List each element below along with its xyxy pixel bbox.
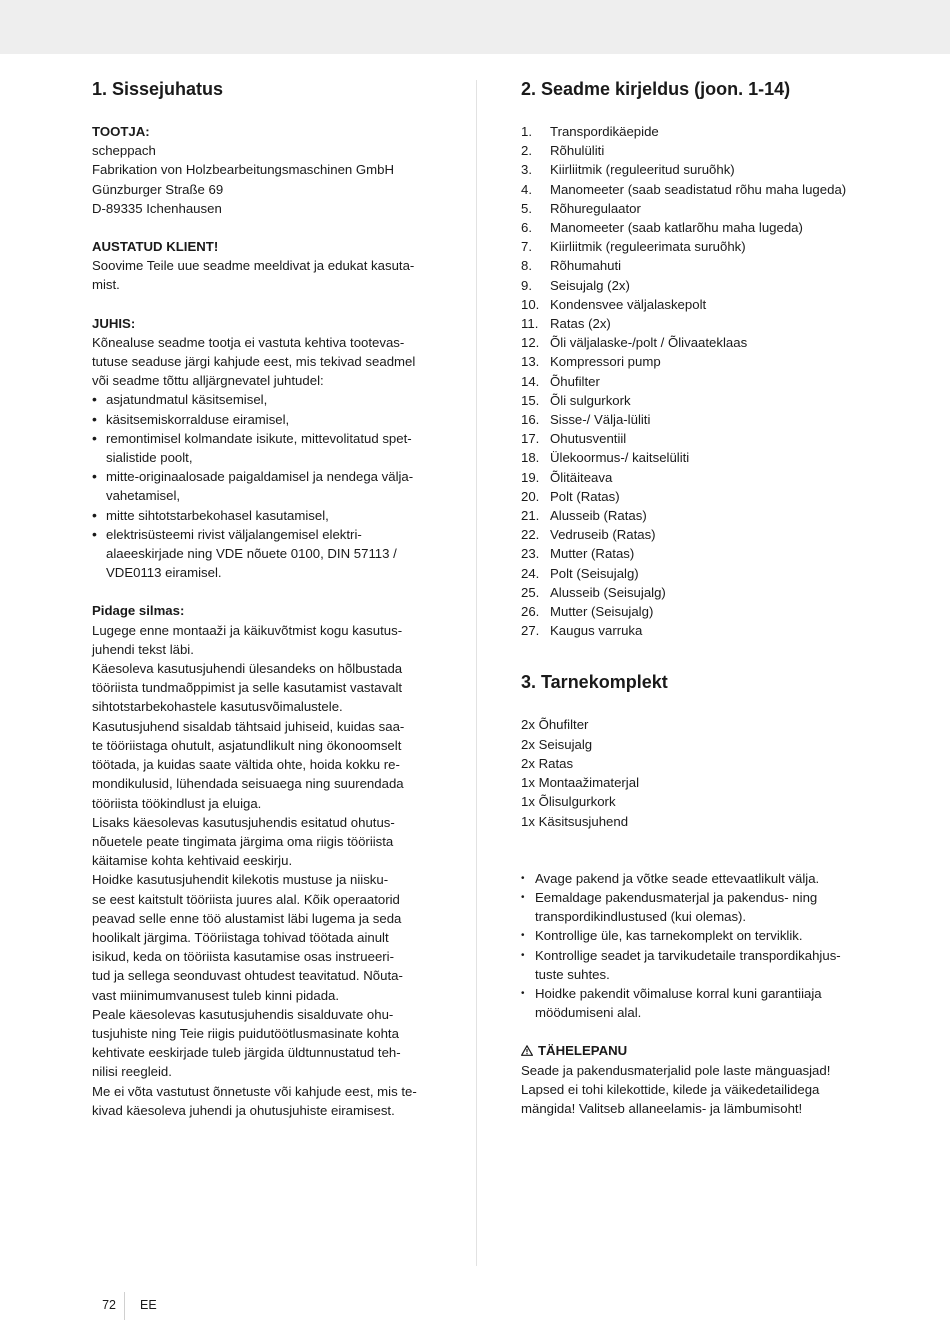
list-item: 16. Sisse-/ Välja-lüliti <box>521 412 651 428</box>
attention-line: isikud, keda on tööriista kasutamise osas instrueeri- <box>92 949 394 965</box>
warning-line: Seade ja pakendusmaterjalid pole laste mänguasjad! <box>521 1062 831 1078</box>
attention-label: Pidage silmas: <box>92 603 185 619</box>
list-item: 19. Õlitäiteava <box>521 469 613 485</box>
list-item: 2x Õhufilter <box>521 717 589 733</box>
note-line: tutuse seaduse järgi kahjude eest, mis tekivad seadmel <box>92 354 416 370</box>
note-block <box>92 314 437 583</box>
manufacturer-line: Günzburger Straße 69 <box>92 181 224 197</box>
warning-title: TÄHELEPANU <box>538 1043 628 1059</box>
warning-line: Lapsed ei tohi kilekottide, kilede ja väikedetailidega <box>521 1081 820 1097</box>
list-item: 10. Kondensvee väljalaskepolt <box>521 296 707 312</box>
manufacturer-line: scheppach <box>92 143 156 159</box>
list-item: 11. Ratas (2x) <box>521 316 611 332</box>
section-2-heading: 2. Seadme kirjeldus (joon. 1-14) <box>521 79 791 99</box>
attention-line: Lugege enne montaaži ja käikuvõtmist kogu kasutus- <box>92 622 403 638</box>
list-item: 8. Rõhumahuti <box>521 258 622 274</box>
customer-line: mist. <box>92 277 120 293</box>
list-item: 4. Manomeeter (saab seadistatud rõhu maha lugeda) <box>521 181 847 197</box>
manufacturer-label: TOOTJA: <box>92 124 150 139</box>
list-item: 1x Montaažimaterjal <box>521 775 640 791</box>
warning-block <box>521 1041 866 1118</box>
attention-line: vast miinimumvanusest tuleb kinni pidada. <box>92 987 340 1003</box>
attention-line: juhendi tekst läbi. <box>92 641 194 657</box>
list-item: 2x Seisujalg <box>521 736 593 752</box>
manufacturer-line: Fabrikation von Holzbearbeitungsmaschinen GmbH <box>92 162 394 178</box>
list-item: 6. Manomeeter (saab katlarõhu maha lugeda) <box>521 220 803 236</box>
footer-divider <box>124 1292 125 1320</box>
list-item: • käsitsemiskorralduse eiramisel, <box>92 410 437 429</box>
parts-list <box>521 122 866 640</box>
manufacturer-line: D-89335 Ichenhausen <box>92 200 222 216</box>
list-item: • Kontrollige seadet ja tarvikudetaile transpordikahjus- tuste suhtes. <box>521 946 866 984</box>
list-item: 1x Käsitsusjuhend <box>521 813 629 829</box>
customer-label: AUSTATUD KLIENT! <box>92 239 219 255</box>
attention-line: tööriista töökindlust ja eluiga. <box>92 795 262 811</box>
attention-block <box>92 601 437 1119</box>
section-1-heading: 1. Sissejuhatus <box>92 79 224 99</box>
list-item: 24. Polt (Seisujalg) <box>521 565 639 581</box>
warning-line: mängida! Valitseb allaneelamis- ja lämbumisoht! <box>521 1100 803 1116</box>
list-item: • remontimisel kolmandate isikute, mittevolitatud spet- sialistide poolt, <box>92 429 437 467</box>
list-item: 18. Ülekoormus-/ kaitselüliti <box>521 450 690 466</box>
list-item: • asjatundmatul käsitsemisel, <box>92 390 437 409</box>
list-item: 2. Rõhulüliti <box>521 143 605 159</box>
list-item: • elektrisüsteemi rivist väljalangemisel elektri- alaeeskirjade ning VDE nõuete 0100, DIN 57113 / VDE0113 eiramisel. <box>92 525 437 583</box>
attention-line: Me ei võta vastutust õnnetuste või kahjude eest, mis te- <box>92 1083 417 1099</box>
customer-line: Soovime Teile uue seadme meeldivat ja edukat kasuta- <box>92 258 415 274</box>
attention-line: tusjuhiste ning Teie riigis puidutöötlusmasinate kohta <box>92 1025 399 1041</box>
list-item: • mitte sihtotstarbekohasel kasutamisel, <box>92 506 437 525</box>
attention-line: hoolikalt järgima. Tööriistaga tohivad töötada ainult <box>92 929 389 945</box>
attention-line: tud ja sellega seonduvast ohtudest teavitatud. Nõuta- <box>92 968 403 984</box>
list-item: 23. Mutter (Ratas) <box>521 546 635 562</box>
list-item: 7. Kiirliitmik (reguleerimata suruõhk) <box>521 239 746 255</box>
attention-line: kehtivate eeskirjade tuleb järgida üldtunnustatud teh- <box>92 1045 401 1061</box>
note-line: Kõnealuse seadme tootja ei vastuta kehtiva tootevas- <box>92 334 405 350</box>
list-item: 27. Kaugus varruka <box>521 623 643 639</box>
attention-line: Käesoleva kasutusjuhendi ülesandeks on hõlbustada <box>92 661 403 677</box>
attention-line: se eest kaitstult tööriista juures alal. Kõik operaatorid <box>92 891 400 907</box>
list-item: 15. Õli sulgurkork <box>521 392 631 408</box>
attention-line: Kasutusjuhend sisaldab tähtsaid juhiseid, kuidas saa- <box>92 718 405 734</box>
attention-line: kivad käesoleva juhendi ja ohutusjuhiste eiramisest. <box>92 1102 395 1118</box>
attention-line: sihtotstarbekohastele kasutusvõimalustele. <box>92 699 343 715</box>
delivery-section <box>521 669 866 830</box>
list-item: 21. Alusseib (Ratas) <box>521 508 647 524</box>
column-divider <box>476 80 477 1266</box>
note-label: JUHIS: <box>92 315 136 331</box>
list-item: 1. Transpordikäepide <box>521 124 659 139</box>
list-item: 25. Alusseib (Seisujalg) <box>521 584 666 600</box>
list-item: • Hoidke pakendit võimaluse korral kuni garantiiaja möödumiseni alal. <box>521 984 866 1022</box>
delivery-list <box>521 715 866 830</box>
attention-line: käitamise kohta kehtivaid eeskirju. <box>92 853 293 869</box>
list-item: 17. Ohutusventiil <box>521 431 627 447</box>
list-item: 1x Õlisulgurkork <box>521 794 616 810</box>
attention-line: mondikulusid, lühendada seisuaega ning suurendada <box>92 776 404 792</box>
list-item: 3. Kiirliitmik (reguleeritud suruõhk) <box>521 162 735 178</box>
attention-line: nõuetele peate tingimata järgima oma riigis tööriista <box>92 833 394 849</box>
attention-line: peavad selle enne töö alustamist läbi lugema ja seda <box>92 910 402 926</box>
unpacking-steps-list <box>521 869 866 1023</box>
warning-triangle-icon <box>521 1045 533 1056</box>
attention-line: Hoidke kasutusjuhendit kilekotis mustuse ja niisku- <box>92 872 389 888</box>
list-item: • mitte-originaalosade paigaldamisel ja nendega välja- vahetamisel, <box>92 467 437 505</box>
right-column <box>521 76 866 1118</box>
list-item: • Eemaldage pakendusmaterjal ja pakendus- ning transpordikindlustused (kui olemas). <box>521 888 866 926</box>
page-footer <box>0 1296 950 1316</box>
list-item: 9. Seisujalg (2x) <box>521 277 630 293</box>
language-code: EE <box>140 1298 157 1312</box>
left-column <box>92 76 437 1120</box>
list-item: 12. Õli väljalaske-/polt / Õlivaateklaas <box>521 335 748 351</box>
list-item: 13. Kompressori pump <box>521 354 661 370</box>
page-number: 72 <box>102 1298 116 1312</box>
list-item: 14. Õhufilter <box>521 373 600 389</box>
top-header-band <box>0 0 950 54</box>
list-item: 2x Ratas <box>521 755 574 771</box>
list-item: • Kontrollige üle, kas tarnekomplekt on terviklik. <box>521 926 866 945</box>
liability-exclusions-list <box>92 390 437 582</box>
list-item: 20. Polt (Ratas) <box>521 488 620 504</box>
list-item: 26. Mutter (Seisujalg) <box>521 604 654 620</box>
attention-line: töötada, ja kuidas saate vältida ohte, hoida kokku re- <box>92 757 400 773</box>
attention-line: Peale käesolevas kasutusjuhendis sisalduvate ohu- <box>92 1006 394 1022</box>
list-item: • Avage pakend ja võtke seade ettevaatlikult välja. <box>521 869 866 888</box>
list-item: 22. Vedruseib (Ratas) <box>521 527 656 543</box>
list-item: 5. Rõhuregulaator <box>521 200 641 216</box>
attention-line: tööriista tundmaõppimist ja selle kasutamist vastavalt <box>92 680 403 696</box>
customer-greeting-block <box>92 237 437 295</box>
note-line: või seadme tõttu alljärgnevatel juhtudel: <box>92 373 324 389</box>
attention-line: Lisaks käesolevas kasutusjuhendis esitatud ohutus- <box>92 814 395 830</box>
attention-line: nilisi reegleid. <box>92 1064 172 1080</box>
attention-line: te tööriistaga ohutult, asjatundlikult ning ökonoomselt <box>92 737 402 753</box>
manufacturer-block <box>92 122 437 218</box>
section-3-heading: 3. Tarnekomplekt <box>521 672 668 693</box>
